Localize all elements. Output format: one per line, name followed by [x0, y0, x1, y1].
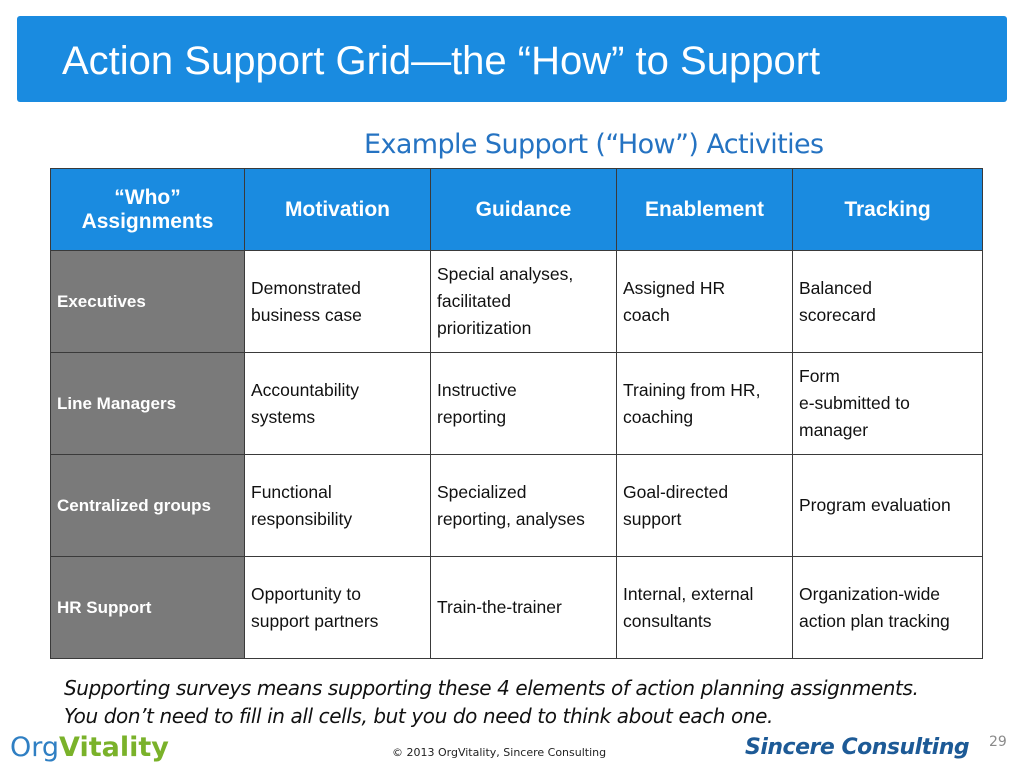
header-row	[51, 169, 983, 251]
row-header: Line Managers	[51, 353, 245, 455]
cell-line: Goal-directed	[623, 481, 729, 502]
cell-motivation	[245, 353, 431, 455]
cell-line: manager	[799, 420, 869, 440]
cell-guidance	[431, 557, 617, 659]
sincere-consulting-logo: Sincere Consulting	[745, 735, 970, 760]
cell-line: prioritization	[437, 318, 532, 338]
cell-line: scorecard	[799, 304, 876, 325]
cell-line: action plan tracking	[799, 610, 950, 631]
cell-line: e-submitted to	[799, 393, 910, 413]
cell-line: reporting, analyses	[437, 508, 585, 529]
cell-guidance	[431, 455, 617, 557]
cell-line: Balanced	[799, 277, 872, 298]
header-who-line2: Assignments	[81, 209, 214, 233]
row-header: HR Support	[51, 557, 245, 659]
footnote	[64, 674, 994, 730]
cell-line: support	[623, 508, 682, 529]
cell-line: reporting	[437, 406, 507, 427]
cell-line: Opportunity to	[251, 583, 361, 604]
cell-motivation	[245, 455, 431, 557]
cell-line: Demonstrated	[251, 277, 361, 298]
cell-line: systems	[251, 406, 316, 427]
cell-line: Organization-wide	[799, 583, 941, 604]
cell-line: support partners	[251, 610, 379, 631]
row-header: Executives	[51, 251, 245, 353]
cell-line: Train-the-trainer	[437, 597, 562, 617]
cell-line: facilitated	[437, 291, 511, 311]
cell-tracking	[793, 557, 983, 659]
cell-line: Functional	[251, 481, 332, 502]
header-who-assignments	[51, 169, 245, 251]
cell-line: Instructive	[437, 379, 517, 400]
cell-enablement	[617, 251, 793, 353]
cell-tracking	[793, 455, 983, 557]
table-row	[51, 353, 983, 455]
header-enablement: Enablement	[617, 169, 793, 251]
cell-motivation	[245, 557, 431, 659]
cell-line: business case	[251, 304, 362, 325]
cell-line: coaching	[623, 406, 694, 427]
cell-tracking	[793, 353, 983, 455]
cell-line: Special analyses,	[437, 264, 574, 284]
table-row	[51, 251, 983, 353]
logo-vitality-text: Vitality	[59, 732, 169, 763]
header-guidance: Guidance	[431, 169, 617, 251]
action-support-grid	[50, 168, 983, 659]
cell-line: Training from HR,	[623, 379, 761, 400]
cell-guidance	[431, 251, 617, 353]
header-tracking: Tracking	[793, 169, 983, 251]
cell-line: coach	[623, 304, 670, 325]
cell-line: Internal, external	[623, 583, 754, 604]
table-row	[51, 455, 983, 557]
cell-enablement	[617, 455, 793, 557]
header-motivation: Motivation	[245, 169, 431, 251]
cell-enablement	[617, 353, 793, 455]
cell-motivation	[245, 251, 431, 353]
cell-line: responsibility	[251, 508, 353, 529]
logo-org-text: Org	[10, 732, 60, 763]
cell-line: Assigned HR	[623, 277, 726, 298]
slide-subtitle: Example Support (“How”) Activities	[364, 129, 824, 160]
header-who-line1: “Who”	[114, 185, 181, 209]
row-header: Centralized groups	[51, 455, 245, 557]
copyright-text: © 2013 OrgVitality, Sincere Consulting	[392, 746, 607, 759]
page-number: 29	[989, 734, 1007, 750]
footnote-line-2: You don’t need to fill in all cells, but you do need to think about each one.	[64, 704, 774, 728]
cell-line: consultants	[623, 610, 712, 631]
cell-line: Accountability	[251, 379, 359, 400]
grid-body	[51, 251, 983, 659]
cell-line: Form	[799, 366, 840, 386]
cell-guidance	[431, 353, 617, 455]
footnote-line-1: Supporting surveys means supporting these 4 elements of action planning assignments.	[64, 676, 919, 700]
cell-line: Program evaluation	[799, 495, 951, 515]
cell-enablement	[617, 557, 793, 659]
table-row	[51, 557, 983, 659]
orgvitality-logo	[10, 732, 169, 764]
cell-line: Specialized	[437, 481, 527, 502]
cell-tracking	[793, 251, 983, 353]
slide-title: Action Support Grid—the “How” to Support	[62, 39, 821, 83]
